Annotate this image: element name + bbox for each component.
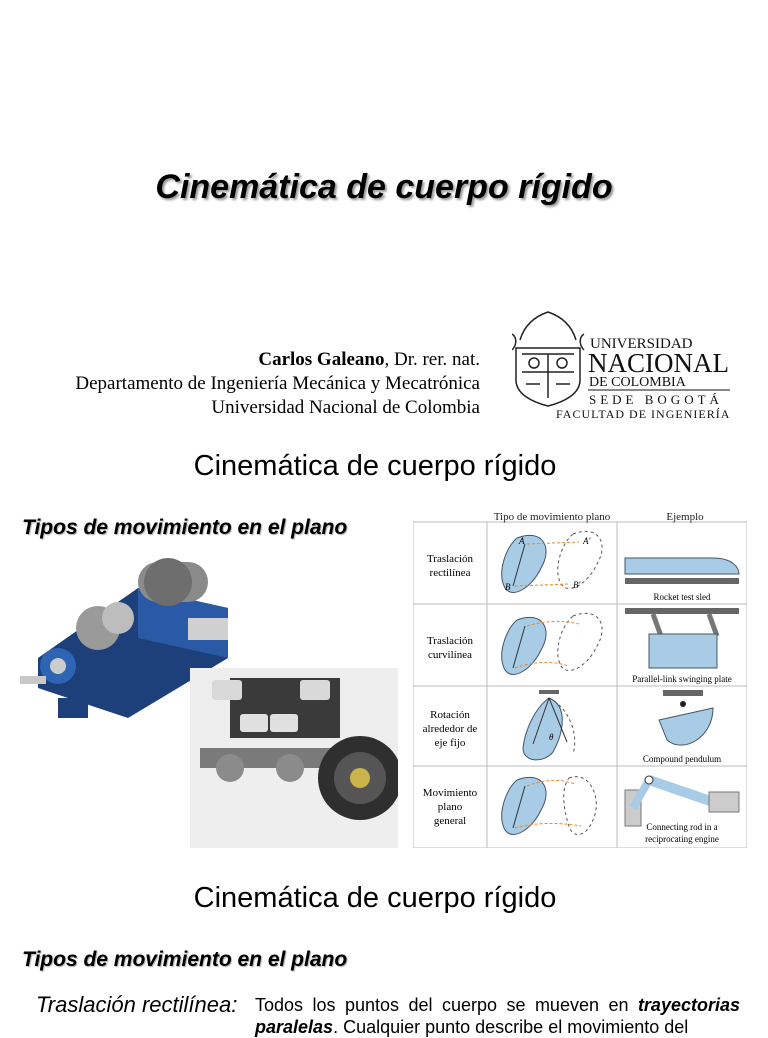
example-connecting-rod-line2: reciprocating engine <box>645 834 719 844</box>
author-name: Carlos Galeano <box>258 349 385 370</box>
row4-type-line1: Movimiento <box>422 787 478 799</box>
example-rocket-sled: Rocket test sled <box>653 592 711 602</box>
university-logo <box>512 310 736 422</box>
header-example: Ejemplo <box>666 511 704 523</box>
university-line: Universidad Nacional de Colombia <box>211 397 480 418</box>
crest-icon <box>512 312 584 406</box>
point-a-prime: A' <box>583 536 591 546</box>
row3-type-line3: eje fijo <box>434 737 466 749</box>
author-block <box>75 348 480 420</box>
logo-text-3: DE COLOMBIA <box>589 375 686 390</box>
description-emphasis: trayectorias paralelas <box>255 995 740 1037</box>
row4-type-line3: general <box>433 815 467 827</box>
slide3-title: Cinemática de cuerpo rígido <box>193 882 557 914</box>
example-connecting-rod-line1: Connecting rod in a <box>646 822 718 832</box>
slide2-subheading: Tipos de movimiento en el plano <box>22 516 348 539</box>
translation-term: Traslación rectilínea: <box>36 992 238 1017</box>
row3-type-line2: alrededor de <box>422 723 478 735</box>
department-line: Departamento de Ingeniería Mecánica y Mecatrónica <box>75 373 480 394</box>
row2-type-line2: curvilínea <box>428 649 472 661</box>
author-line <box>75 348 480 372</box>
example-compound-pendulum: Compound pendulum <box>642 754 722 764</box>
example-swinging-plate: Parallel-link swinging plate <box>632 674 732 684</box>
row3-type-line1: Rotación <box>430 709 470 721</box>
description-text-1: Todos los puntos del cuerpo se mueven en <box>255 995 638 1015</box>
logo-text-1: UNIVERSIDAD <box>590 336 693 352</box>
point-a: A <box>519 536 525 546</box>
point-b-prime: B' <box>573 580 581 590</box>
point-b: B <box>505 582 511 592</box>
translation-description <box>255 994 740 1038</box>
engine-crankshaft-image <box>190 668 398 848</box>
logo-text-4: SEDE BOGOTÁ <box>589 392 723 407</box>
title-slide-heading: Cinemática de cuerpo rígido <box>155 168 613 206</box>
row1-type-line1: Traslación <box>426 553 474 565</box>
slide3-subheading: Tipos de movimiento en el plano <box>22 948 348 971</box>
author-degree: , Dr. rer. nat. <box>384 349 480 370</box>
logo-text-2: NACIONAL <box>588 348 729 378</box>
theta-label: θ <box>549 732 554 742</box>
motion-types-table <box>413 508 747 848</box>
row1-type-line2: rectilínea <box>429 567 471 579</box>
description-text-2: . Cualquier punto describe el movimiento del <box>333 1017 689 1037</box>
header-motion-type: Tipo de movimiento plano <box>493 511 611 523</box>
row4-type-line2: plano <box>437 801 463 813</box>
slide2-title: Cinemática de cuerpo rígido <box>193 450 557 482</box>
row2-type-line1: Traslación <box>426 635 474 647</box>
logo-text-5: FACULTAD DE INGENIERÍA <box>556 407 731 421</box>
